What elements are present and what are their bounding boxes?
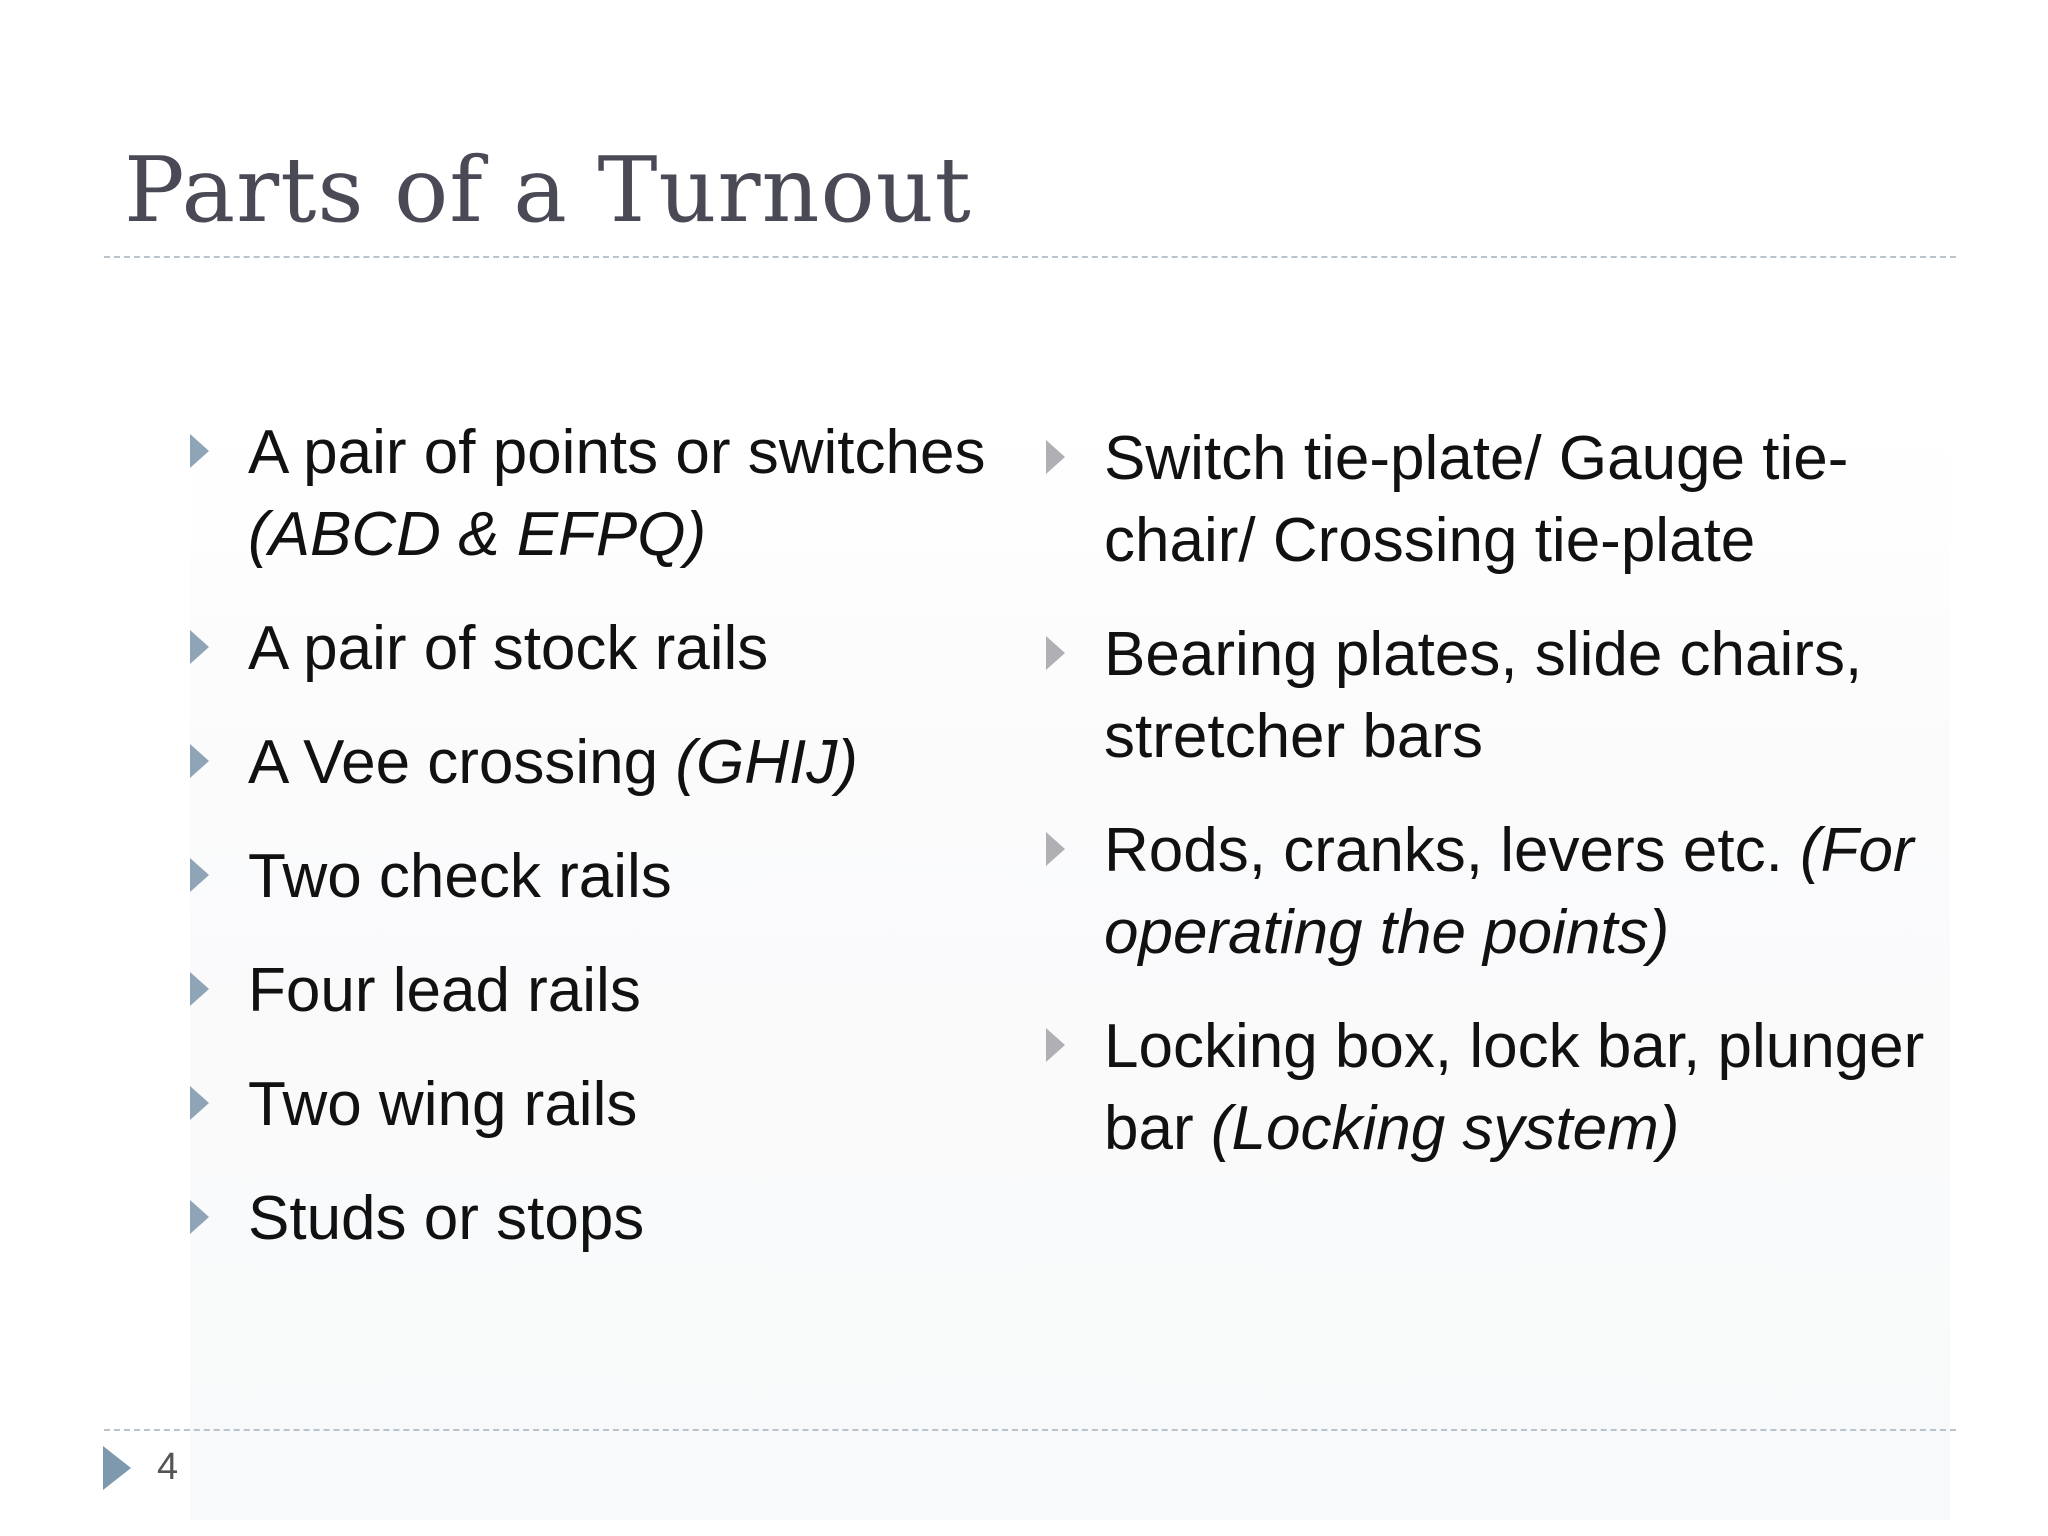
footer-arrow-icon <box>103 1446 131 1490</box>
list-item: A pair of stock rails <box>190 608 990 690</box>
bullet-arrow-icon <box>190 630 209 664</box>
bullet-arrow-icon <box>190 972 209 1006</box>
bullet-arrow-icon <box>190 1086 209 1120</box>
bullet-arrow-icon <box>1046 1028 1065 1062</box>
list-item: Bearing plates, slide chairs, stretcher bars <box>1046 614 1926 778</box>
list-item: Locking box, lock bar, plunger bar (Locking system) <box>1046 1006 1926 1170</box>
bullet-arrow-icon <box>190 1200 209 1234</box>
bullet-arrow-icon <box>1046 636 1065 670</box>
bullet-arrow-icon <box>190 434 209 468</box>
list-item: Switch tie-plate/ Gauge tie-chair/ Crossing tie-plate <box>1046 418 1926 582</box>
list-item: Four lead rails <box>190 950 990 1032</box>
bullet-arrow-icon <box>190 744 209 778</box>
slide-title: Parts of a Turnout <box>124 138 972 243</box>
title-divider <box>104 256 1956 258</box>
list-item: Rods, cranks, levers etc. (For operating the points) <box>1046 810 1926 974</box>
list-item: Studs or stops <box>190 1178 990 1260</box>
bullet-arrow-icon <box>1046 832 1065 866</box>
left-bullet-list <box>190 412 990 1292</box>
list-item: A Vee crossing (GHIJ) <box>190 722 990 804</box>
page-number: 4 <box>157 1446 179 1488</box>
footer-divider <box>104 1429 1956 1431</box>
right-bullet-list <box>1046 418 1926 1202</box>
bullet-arrow-icon <box>1046 440 1065 474</box>
list-item: Two wing rails <box>190 1064 990 1146</box>
list-item: Two check rails <box>190 836 990 918</box>
bullet-arrow-icon <box>190 858 209 892</box>
list-item: A pair of points or switches (ABCD & EFPQ) <box>190 412 990 576</box>
